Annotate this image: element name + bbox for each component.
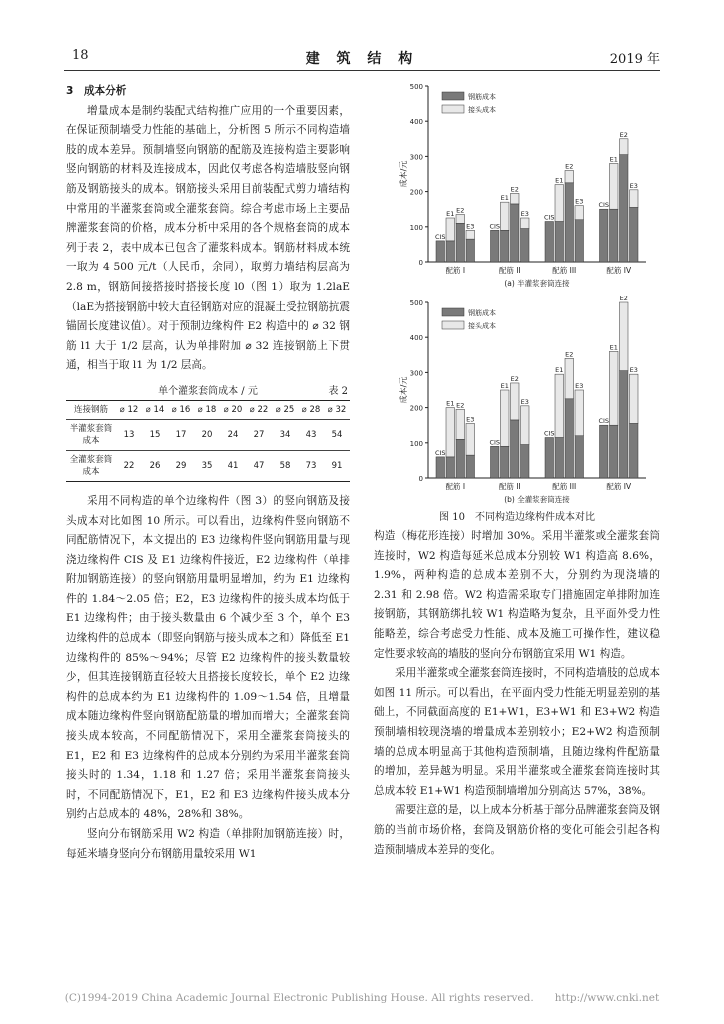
bar-joint-cost	[466, 230, 475, 239]
table-row	[66, 419, 350, 450]
table-cell: 24	[220, 419, 246, 450]
table-header-row	[66, 400, 350, 419]
bar-rebar-cost	[511, 204, 520, 262]
bar-label: E3	[575, 197, 584, 206]
table-cell: 26	[142, 450, 168, 481]
bar-rebar-cost	[555, 222, 564, 262]
table-cell: 43	[298, 419, 324, 450]
table-header-cell: ⌀ 20	[220, 400, 246, 419]
bar-label: CIS	[543, 213, 555, 222]
table-header-cell: ⌀ 28	[298, 400, 324, 419]
bar-rebar-cost	[456, 439, 465, 478]
y-tick-label: 200	[409, 404, 423, 413]
page-header	[64, 48, 660, 68]
bar-label: CIS	[489, 222, 501, 231]
bar-joint-cost	[555, 185, 564, 222]
legend-label: 钢筋成本	[468, 93, 496, 101]
bar-label: E2	[456, 401, 465, 410]
bar-rebar-cost	[630, 423, 639, 478]
copyright-footer: (C)1994-2019 China Academic Journal Electronic Publishing House. All rights reserved. http://www.cnki.net	[64, 992, 660, 1004]
bar-label: CIS	[434, 448, 446, 457]
left-column	[66, 82, 350, 864]
bar-label: E2	[456, 206, 465, 215]
table-cell: 41	[220, 450, 246, 481]
table-number: 表 2	[328, 385, 348, 397]
x-tick-label: 配筋 IV	[606, 266, 632, 275]
table-cell: 27	[246, 419, 272, 450]
y-axis-label: 成本/元	[399, 376, 408, 404]
bar-joint-cost	[446, 408, 455, 457]
bar-joint-cost	[511, 193, 520, 204]
bar-rebar-cost	[545, 438, 554, 478]
row-label: 半灌浆套筒成本	[66, 419, 116, 450]
chart-subtitle: (a) 半灌浆套筒连接	[504, 279, 570, 288]
bar-rebar-cost	[545, 222, 554, 262]
bar-joint-cost	[630, 374, 639, 423]
bar-joint-cost	[456, 214, 465, 223]
table-cell: 15	[142, 419, 168, 450]
header-rule	[64, 70, 660, 71]
table-cell: 17	[168, 419, 194, 450]
x-tick-label: 配筋 III	[552, 482, 577, 491]
bar-label: E1	[609, 343, 618, 352]
y-tick-label: 300	[409, 369, 423, 378]
bar-rebar-cost	[610, 209, 619, 262]
bar-label: E3	[520, 397, 529, 406]
bar-rebar-cost	[620, 371, 629, 478]
legend-swatch-rebar	[442, 92, 464, 100]
table-cell: 22	[116, 450, 142, 481]
table-header-cell: 连接钢筋	[66, 400, 116, 419]
bar-joint-cost	[466, 423, 475, 455]
table-cell: 34	[272, 419, 298, 450]
bar-rebar-cost	[630, 207, 639, 262]
bar-label: E1	[555, 176, 564, 185]
table-header-cell: ⌀ 22	[246, 400, 272, 419]
page-number: 18	[72, 48, 89, 63]
paragraph: 采用不同构造的单个边缘构件（图 3）的竖向钢筋及接头成本对比如图 10 所示。可以看出，边缘构件竖向钢筋不同配筋情况下，本文提出的 E3 边缘构件竖向钢筋用量与现浇边缘构件 CIS 及 E1 边缘构件接近，E2 边缘构件（单排附加钢筋连接）的竖向钢筋用量明显增加，约为 E1 边缘构件的 1.84～2.05 倍；E2，E3 边缘构件的接头成本均低于 E1 边缘构件；由于接头数量由 6 个减少至 3 个，单个 E3 边缘构件的总成本（即竖向钢筋与接头成本之和）降低至 E1 边缘构件的 85%～94%；尽管 E2 边缘构件的接头数量较少，但其连接钢筋直径较大且搭接长度较长，单个 E2 边缘构件的总成本约为 E1 边缘构件的 1.09～1.54 倍，且增量成本随边缘构件竖向钢筋配筋量的增加而增大；全灌浆套筒接头成本较高，不同配筋情况下，采用全灌浆套筒接头的 E1，E2 和 E3 边缘构件的总成本分别约为采用半灌浆套筒接头时的 1.34，1.18 和 1.27 倍；采用半灌浆套筒接头时，不同配筋情况下，E1，E2 和 E3 边缘构件接头成本分别约占总成本的 48%，28%和 38%。	[66, 494, 350, 821]
bar-label: E3	[575, 382, 584, 390]
bar-rebar-cost	[610, 425, 619, 478]
bar-joint-cost	[630, 190, 639, 208]
table-row	[66, 450, 350, 481]
bar-label: E2	[619, 296, 628, 302]
year: 2019 年	[609, 52, 660, 67]
bar-label: E3	[520, 210, 529, 218]
bar-rebar-cost	[466, 455, 475, 478]
table-header-cell: ⌀ 32	[324, 400, 350, 419]
journal-title: 建 筑 结 构	[305, 51, 419, 67]
y-tick-label: 500	[409, 83, 423, 91]
bar-joint-cost	[565, 170, 574, 182]
bar-joint-cost	[555, 374, 564, 437]
bar-label: E1	[446, 399, 455, 408]
bar-label: CIS	[598, 201, 610, 210]
bar-label: E1	[446, 210, 455, 218]
table-cell: 58	[272, 450, 298, 481]
table-cell: 29	[168, 450, 194, 481]
table-cell: 13	[116, 419, 142, 450]
bar-label: CIS	[434, 232, 446, 241]
bar-rebar-cost	[491, 230, 500, 262]
figure-10	[392, 80, 656, 506]
bar-rebar-cost	[555, 438, 564, 478]
row-label: 全灌浆套筒成本	[66, 450, 116, 481]
chart-subtitle: (b) 全灌浆套筒连接	[504, 495, 570, 504]
table-header-cell: ⌀ 25	[272, 400, 298, 419]
bar-joint-cost	[521, 218, 530, 229]
bar-joint-cost	[565, 358, 574, 398]
bar-rebar-cost	[501, 230, 510, 262]
y-tick-label: 400	[409, 334, 423, 343]
x-tick-label: 配筋 III	[552, 266, 577, 275]
paragraph: 构造（梅花形连接）时增加 30%。采用半灌浆或全灌浆套筒连接时，W2 构造每延米总成本分别较 W1 构造高 8.6%，1.9%，两种构造的总成本差别不大，分别约为现浇墙的 2.31 和 2.98 倍。W2 构造需采取专门措施固定单排附加连接钢筋，其钢筋绑扎较 W1 构造略为复杂，且平面外受力性能略差，综合考虑受力性能、成本及施工可操作性，建议稳定性要求较高的墙肢的竖向分布钢筋宜采用 W1 构造。	[374, 530, 660, 660]
y-tick-label: 200	[409, 188, 423, 197]
right-column	[374, 527, 660, 860]
y-axis-label: 成本/元	[399, 160, 408, 188]
table-header-cell: ⌀ 14	[142, 400, 168, 419]
bar-rebar-cost	[446, 241, 455, 262]
table-header-cell: ⌀ 16	[168, 400, 194, 419]
bar-label: E3	[466, 415, 475, 424]
chart-half-grout	[392, 80, 656, 290]
table-cell: 91	[324, 450, 350, 481]
bar-label: E1	[555, 366, 564, 375]
bar-label: E2	[510, 374, 519, 383]
y-tick-label: 100	[409, 223, 423, 232]
bar-rebar-cost	[501, 446, 510, 478]
bar-label: CIS	[598, 417, 610, 426]
bar-rebar-cost	[521, 229, 530, 262]
paragraph: 采用半灌浆或全灌浆套筒连接时，不同构造墙肢的总成本如图 11 所示。可以看出，在平面内受力性能无明显差别的基础上，不同截面高度的 E1+W1，E3+W1 和 E3+W2 构造预制墙相较现浇墙的增量成本差别较小；E2+W2 构造预制墙的总成本明显高于其他构造预制墙，且随边缘构件配筋量的增加，差异越为明显。采用半灌浆或全灌浆套筒连接时其总成本较 E1+W1 构造预制墙增加分别高达 57%，38%。	[374, 667, 660, 797]
bar-label: E2	[565, 350, 574, 359]
y-tick-label: 500	[409, 299, 423, 307]
x-tick-label: 配筋 II	[498, 266, 521, 275]
legend-swatch-joint	[442, 105, 464, 113]
table-cell: 35	[194, 450, 220, 481]
bar-label: CIS	[543, 429, 555, 438]
bar-rebar-cost	[565, 399, 574, 478]
bar-rebar-cost	[521, 445, 530, 478]
legend-label: 接头成本	[468, 322, 496, 330]
bar-label: E2	[565, 162, 574, 171]
y-tick-label: 300	[409, 153, 423, 162]
bar-label: E2	[510, 185, 519, 194]
legend-label: 钢筋成本	[468, 309, 496, 317]
bar-joint-cost	[610, 351, 619, 425]
table-cell: 20	[194, 419, 220, 450]
bar-rebar-cost	[436, 457, 445, 478]
bar-rebar-cost	[456, 223, 465, 262]
x-tick-label: 配筋 I	[445, 482, 466, 491]
legend-swatch-joint	[442, 321, 464, 329]
y-tick-label: 400	[409, 118, 423, 127]
bar-label: E2	[619, 130, 628, 139]
table-header-cell: ⌀ 18	[194, 400, 220, 419]
bar-joint-cost	[575, 390, 584, 436]
y-tick-label: 0	[418, 259, 423, 267]
table-cell: 47	[246, 450, 272, 481]
legend-swatch-rebar	[442, 308, 464, 316]
bar-joint-cost	[610, 163, 619, 209]
figure-caption: 图 10 不同构造边缘构件成本对比	[439, 512, 595, 523]
bar-rebar-cost	[511, 420, 520, 478]
bar-label: E1	[500, 382, 509, 390]
chart-full-grout	[392, 296, 656, 506]
bar-rebar-cost	[600, 425, 609, 478]
bar-joint-cost	[575, 206, 584, 220]
paragraph: 竖向分布钢筋采用 W2 构造（单排附加钢筋连接）时，每延米墙身竖向分布钢筋用量较采用 W1	[66, 828, 350, 860]
x-tick-label: 配筋 I	[445, 266, 466, 275]
bar-rebar-cost	[491, 446, 500, 478]
bar-rebar-cost	[436, 241, 445, 262]
bar-joint-cost	[521, 406, 530, 445]
section-heading: 3 成本分析	[66, 85, 127, 97]
paragraph: 增量成本是制约装配式结构推广应用的一个重要因素，在保证预制墙受力性能的基础上，分析图 5 所示不同构造墙肢的成本差异。预制墙竖向钢筋的配筋及连接构造主要影响竖向钢筋的材料及连接成本，因此仅考虑各构造墙肢竖向钢筋及钢筋接头的成本。钢筋接头采用目前装配式剪力墙结构中常用的半灌浆套筒或全灌浆套筒。综合考虑市场上主要品牌灌浆套筒的价格，成本分析中采用的各个规格套筒的成本列于表 2，表中成本已包含了灌浆料成本。钢筋材料成本统一取为 4 500 元/t（人民币，余同），取剪力墙结构层高为 2.8 m，钢筋间接搭接时搭接长度 l0（图 1）取为 1.2laE（laE为搭接钢筋中较大直径钢筋对应的混凝土受拉钢筋抗震锚固长度建议值）。对于预制边缘构件 E2 构造中的 ⌀ 32 钢筋 l1 大于 1/2 层高，认为单排附加 ⌀ 32 连接钢筋上下贯通，相当于取 l1 为 1/2 层高。	[66, 104, 350, 372]
y-tick-label: 0	[418, 475, 423, 483]
bar-rebar-cost	[575, 220, 584, 262]
x-tick-label: 配筋 II	[498, 482, 521, 491]
table-cell: 54	[324, 419, 350, 450]
legend-label: 接头成本	[468, 106, 496, 114]
table-header-cell: ⌀ 12	[116, 400, 142, 419]
bar-joint-cost	[501, 202, 510, 230]
bar-joint-cost	[511, 383, 520, 420]
bar-label: E3	[629, 366, 638, 375]
bar-label: E1	[500, 194, 509, 203]
sleeve-cost-table	[66, 400, 350, 482]
bar-rebar-cost	[620, 155, 629, 262]
paragraph: 需要注意的是，以上成本分析基于部分品牌灌浆套筒及钢筋的当前市场价格，套筒及钢筋价格的变化可能会引起各构造预制墙成本差异的变化。	[374, 804, 660, 856]
bar-label: E1	[609, 155, 618, 164]
table-caption	[66, 382, 350, 400]
x-tick-label: 配筋 IV	[606, 482, 632, 491]
bar-rebar-cost	[565, 183, 574, 262]
bar-joint-cost	[620, 302, 629, 371]
bar-joint-cost	[446, 218, 455, 241]
bar-rebar-cost	[600, 209, 609, 262]
bar-joint-cost	[456, 409, 465, 439]
bar-label: E3	[466, 222, 475, 231]
bar-rebar-cost	[446, 457, 455, 478]
bar-rebar-cost	[575, 436, 584, 478]
y-tick-label: 100	[409, 439, 423, 448]
bar-label: E3	[629, 181, 638, 190]
bar-label: CIS	[489, 438, 501, 447]
bar-joint-cost	[501, 390, 510, 446]
bar-rebar-cost	[466, 239, 475, 262]
bar-joint-cost	[620, 139, 629, 155]
table-cell: 73	[298, 450, 324, 481]
table-title: 单个灌浆套筒成本 / 元	[158, 385, 258, 397]
